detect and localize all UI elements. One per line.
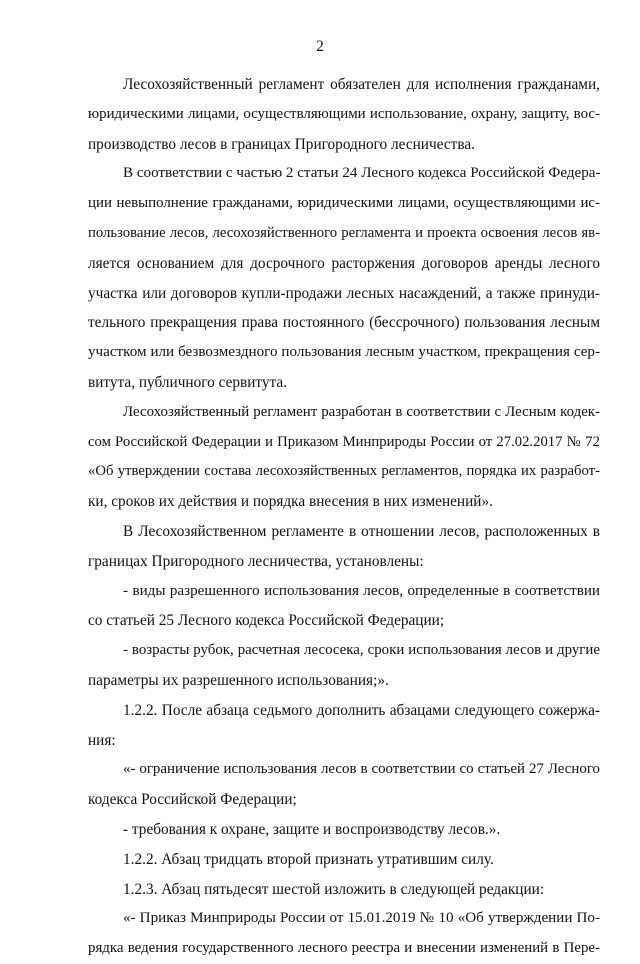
- text-line: со статьей 25 Лесного кодекса Российской Федерации;: [88, 612, 445, 630]
- text-line: - виды разрешенного использования лесов, определенные в соответствии: [123, 582, 600, 599]
- text-line: участком или безвозмездного пользования лесным участком, прекращения сер-: [88, 344, 600, 361]
- text-line: ляется основанием для досрочного расторжения договоров аренды лесного: [88, 254, 600, 272]
- text-line: участка или договоров купли-продажи лесных насаждений, а также принуди-: [88, 284, 600, 302]
- text-line: - возрасты рубок, расчетная лесосека, сроки использования лесов и другие: [123, 642, 600, 659]
- text-line: «Об утверждении состава лесохозяйственных регламентов, порядка их разработ-: [88, 463, 600, 480]
- text-line: сом Российской Федерации и Приказом Минприроды России от 27.02.2017 № 72: [88, 433, 600, 450]
- text-line: производство лесов в границах Пригородного лесничества.: [88, 135, 475, 153]
- text-line: юридическими лицами, осуществляющими использование, охрану, защиту, вос-: [88, 105, 600, 122]
- text-line: параметры их разрешенного использования;».: [88, 671, 389, 689]
- text-line: границах Пригородного лесничества, установлены:: [88, 552, 424, 570]
- text-line: - требования к охране, защите и воспроизводству лесов.».: [123, 820, 501, 838]
- text-line: В Лесохозяйственном регламенте в отношении лесов, расположенных в: [123, 522, 600, 540]
- text-line: Лесохозяйственный регламент разработан в соответствии с Лесным кодек-: [123, 403, 600, 420]
- text-line: 1.2.2. Абзац тридцать второй признать утратившим силу.: [123, 850, 494, 868]
- text-line: В соответствии с частью 2 статьи 24 Лесного кодекса Российской Федера-: [123, 165, 600, 182]
- text-line: пользование лесов, лесохозяйственного регламента и проекта освоения лесов яв-: [88, 224, 600, 241]
- text-line: тельного прекращения права постоянного (бессрочного) пользования лесным: [88, 314, 600, 332]
- text-line: ки, сроков их действия и порядка внесения в них изменений».: [88, 493, 493, 511]
- text-line: 1.2.2. После абзаца седьмого дополнить абзацами следующего сожержа-: [123, 701, 600, 719]
- page-number: 2: [316, 38, 324, 55]
- text-line: витута, публичного сервитута.: [88, 373, 288, 391]
- text-line: ния:: [88, 731, 116, 749]
- document-body: [88, 70, 600, 964]
- text-line: Лесохозяйственный регламент обязателен для исполнения гражданами,: [123, 76, 600, 93]
- text-line: кодекса Российской Федерации;: [88, 791, 297, 809]
- text-line: рядка ведения государственного лесного реестра и внесении изменений в Пере-: [88, 940, 600, 957]
- text-line: 1.2.3. Абзац пятьдесят шестой изложить в следующей редакции:: [123, 880, 545, 898]
- text-line: ции невыполнение гражданами, юридическими лицами, осуществляющими ис-: [88, 195, 600, 212]
- text-line: «- Приказ Минприроды России от 15.01.2019 № 10 «Об утверждении По-: [123, 910, 600, 927]
- text-line: «- ограничение использования лесов в соответствии со статьей 27 Лесного: [123, 761, 600, 778]
